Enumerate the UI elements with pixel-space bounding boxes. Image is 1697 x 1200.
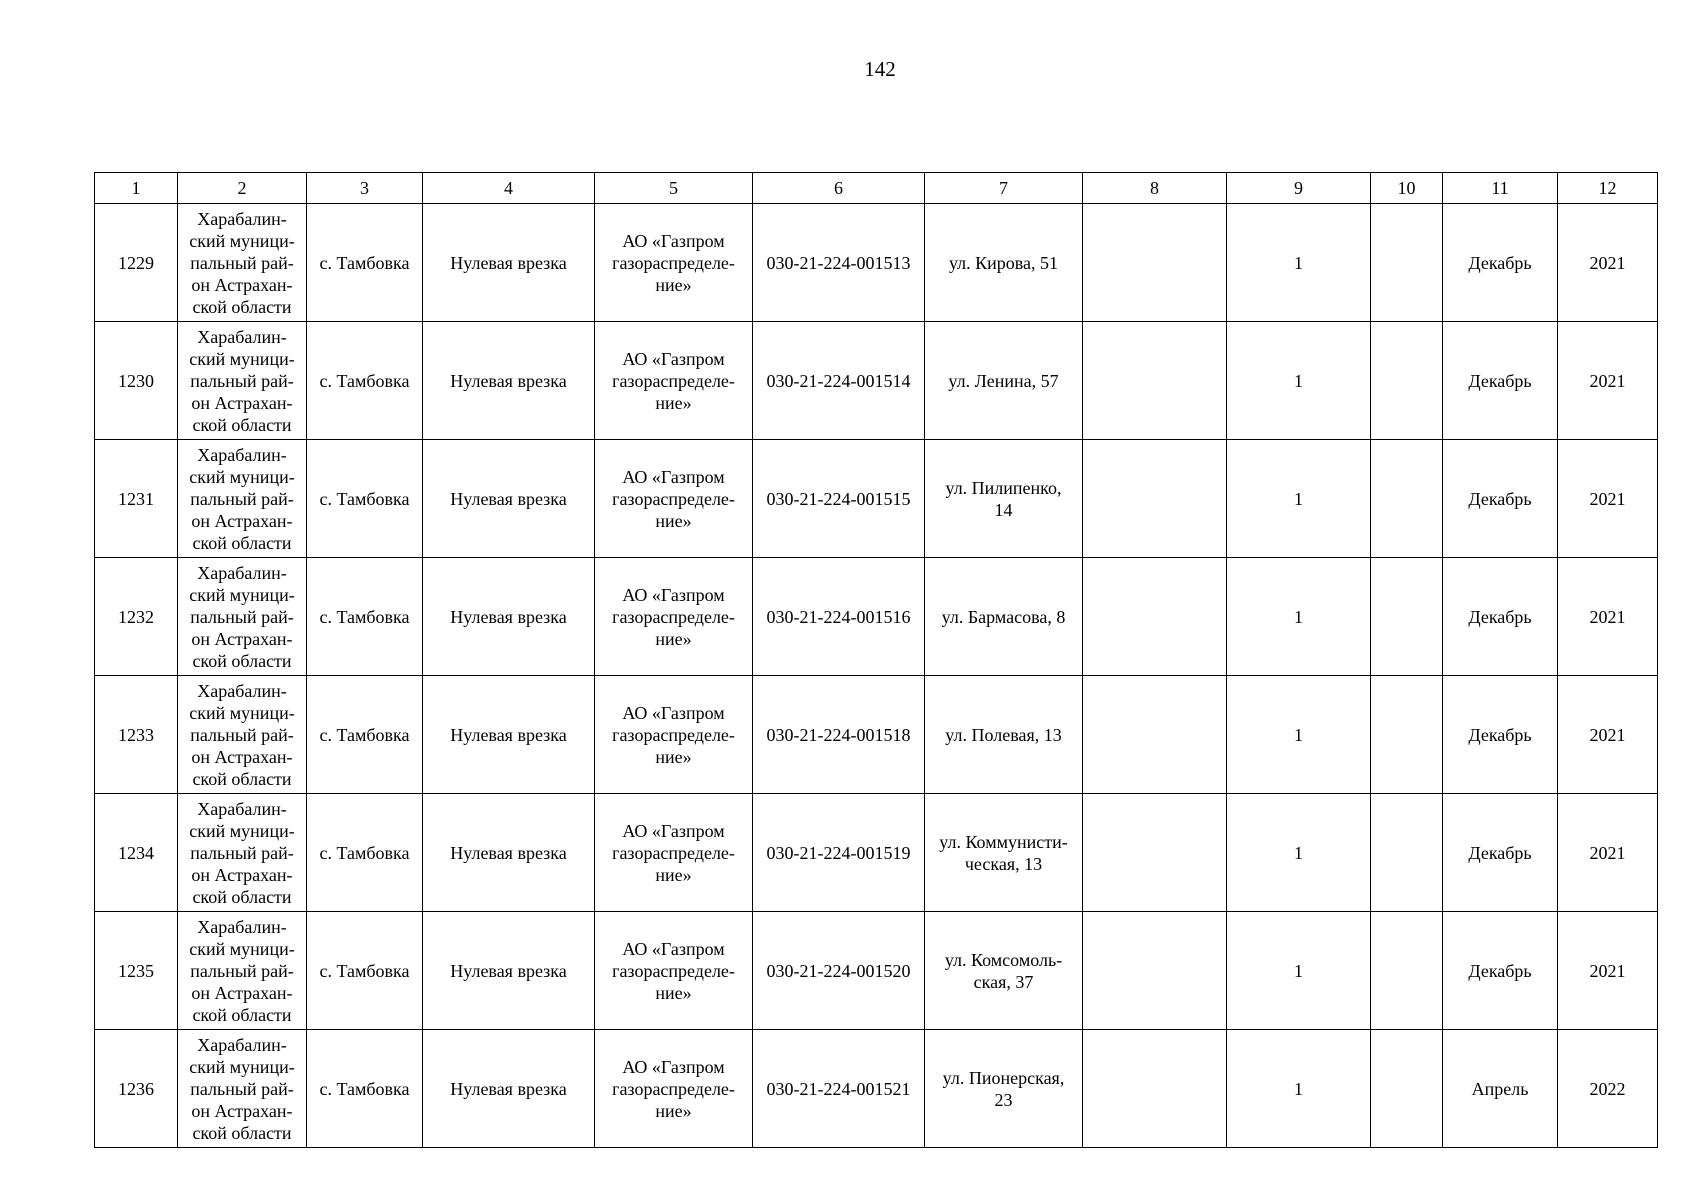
row-number-cell: 1233 [95, 676, 178, 794]
column-8-cell [1083, 676, 1227, 794]
organization-cell-line: газораспределе- [612, 1078, 735, 1099]
object-code-cell: 030-21-224-001514 [753, 322, 925, 440]
locality-cell: с. Тамбовка [307, 322, 423, 440]
address-cell-line: ул. Комсомоль- [944, 949, 1063, 970]
district-cell-line: он Астрахан- [191, 274, 293, 295]
district-cell [178, 794, 307, 912]
work-type-cell: Нулевая врезка [423, 1030, 595, 1148]
column-10-cell [1371, 794, 1443, 912]
year-cell: 2021 [1558, 912, 1658, 1030]
district-cell [178, 322, 307, 440]
organization-cell-line: газораспределе- [612, 606, 735, 627]
table-row [95, 794, 1658, 912]
district-cell-line: он Астрахан- [191, 864, 293, 885]
work-type-cell: Нулевая врезка [423, 322, 595, 440]
table-row [95, 912, 1658, 1030]
object-code-cell: 030-21-224-001515 [753, 440, 925, 558]
address-cell-line: ская, 37 [973, 971, 1034, 992]
table-row [95, 558, 1658, 676]
district-cell-line: ской области [192, 886, 292, 907]
locality-cell: с. Тамбовка [307, 676, 423, 794]
locality-cell: с. Тамбовка [307, 1030, 423, 1148]
address-cell [925, 912, 1083, 1030]
address-cell-line: ул. Пилипенко, [945, 477, 1062, 498]
object-code-cell: 030-21-224-001520 [753, 912, 925, 1030]
work-type-cell: Нулевая врезка [423, 440, 595, 558]
district-cell-line: ской области [192, 1004, 292, 1025]
column-8-cell [1083, 1030, 1227, 1148]
column-10-cell [1371, 676, 1443, 794]
object-code-cell: 030-21-224-001518 [753, 676, 925, 794]
address-cell-line: ческая, 13 [964, 853, 1043, 874]
month-cell: Декабрь [1443, 912, 1558, 1030]
row-number-cell: 1234 [95, 794, 178, 912]
quantity-cell: 1 [1227, 204, 1371, 322]
organization-cell-line: ние» [655, 864, 692, 885]
district-cell-line: пальный рай- [190, 252, 294, 273]
organization-cell-line: ние» [655, 274, 692, 295]
locality-cell: с. Тамбовка [307, 912, 423, 1030]
address-cell-line: 23 [994, 1089, 1013, 1110]
district-cell-line: Харабалин- [197, 1034, 287, 1055]
district-cell-line: пальный рай- [190, 842, 294, 863]
district-cell [178, 1030, 307, 1148]
district-cell-line: Харабалин- [197, 916, 287, 937]
column-8-cell [1083, 558, 1227, 676]
year-cell: 2021 [1558, 204, 1658, 322]
organization-cell-line: ние» [655, 628, 692, 649]
district-cell [178, 676, 307, 794]
locality-cell: с. Тамбовка [307, 204, 423, 322]
organization-cell-line: газораспределе- [612, 488, 735, 509]
work-type-cell: Нулевая врезка [423, 912, 595, 1030]
organization-cell [595, 1030, 753, 1148]
object-code-cell: 030-21-224-001519 [753, 794, 925, 912]
district-cell [178, 440, 307, 558]
row-number-cell: 1232 [95, 558, 178, 676]
address-cell-line: ул. Коммунисти- [939, 831, 1068, 852]
district-cell-line: Харабалин- [197, 798, 287, 819]
quantity-cell: 1 [1227, 322, 1371, 440]
address-cell [925, 794, 1083, 912]
column-10-cell [1371, 204, 1443, 322]
column-10-cell [1371, 440, 1443, 558]
row-number-cell: 1231 [95, 440, 178, 558]
district-cell-line: ской области [192, 532, 292, 553]
column-8-cell [1083, 204, 1227, 322]
column-header: 12 [1558, 173, 1658, 204]
quantity-cell: 1 [1227, 676, 1371, 794]
locality-cell: с. Тамбовка [307, 440, 423, 558]
district-cell-line: ский муници- [189, 584, 295, 605]
organization-cell [595, 794, 753, 912]
month-cell: Апрель [1443, 1030, 1558, 1148]
district-cell-line: пальный рай- [190, 488, 294, 509]
address-cell-line: ул. Кирова, 51 [948, 252, 1059, 273]
column-10-cell [1371, 912, 1443, 1030]
year-cell: 2021 [1558, 676, 1658, 794]
column-8-cell [1083, 322, 1227, 440]
organization-cell [595, 204, 753, 322]
table-body [95, 204, 1658, 1148]
column-10-cell [1371, 1030, 1443, 1148]
column-header: 1 [95, 173, 178, 204]
district-cell-line: Харабалин- [197, 444, 287, 465]
column-8-cell [1083, 912, 1227, 1030]
organization-cell-line: газораспределе- [612, 842, 735, 863]
address-cell [925, 1030, 1083, 1148]
table-row [95, 676, 1658, 794]
district-cell-line: он Астрахан- [191, 982, 293, 1003]
quantity-cell: 1 [1227, 912, 1371, 1030]
quantity-cell: 1 [1227, 1030, 1371, 1148]
column-header: 11 [1443, 173, 1558, 204]
district-cell-line: ский муници- [189, 702, 295, 723]
district-cell-line: ской области [192, 1122, 292, 1143]
address-cell-line: 14 [994, 499, 1013, 520]
organization-cell-line: газораспределе- [612, 724, 735, 745]
column-header: 5 [595, 173, 753, 204]
organization-cell-line: газораспределе- [612, 960, 735, 981]
column-header: 7 [925, 173, 1083, 204]
organization-cell-line: ние» [655, 746, 692, 767]
row-number-cell: 1235 [95, 912, 178, 1030]
header-row [95, 173, 1658, 204]
page-number: 142 [864, 57, 896, 81]
year-cell: 2021 [1558, 322, 1658, 440]
address-cell [925, 322, 1083, 440]
organization-cell-line: газораспределе- [612, 370, 735, 391]
address-cell-line: ул. Бармасова, 8 [941, 606, 1066, 627]
organization-cell [595, 676, 753, 794]
month-cell: Декабрь [1443, 558, 1558, 676]
organization-cell-line: АО «Газпром [622, 938, 725, 959]
month-cell: Декабрь [1443, 794, 1558, 912]
organization-cell-line: АО «Газпром [622, 820, 725, 841]
address-cell-line: ул. Полевая, 13 [945, 724, 1062, 745]
district-cell-line: ский муници- [189, 938, 295, 959]
year-cell: 2021 [1558, 440, 1658, 558]
district-cell-line: пальный рай- [190, 370, 294, 391]
address-cell [925, 440, 1083, 558]
district-cell-line: пальный рай- [190, 724, 294, 745]
district-cell-line: ской области [192, 414, 292, 435]
district-cell-line: он Астрахан- [191, 746, 293, 767]
column-header: 4 [423, 173, 595, 204]
district-cell-line: он Астрахан- [191, 392, 293, 413]
district-cell-line: ский муници- [189, 348, 295, 369]
organization-cell [595, 440, 753, 558]
year-cell: 2021 [1558, 794, 1658, 912]
district-cell [178, 558, 307, 676]
column-header: 2 [178, 173, 307, 204]
organization-cell-line: АО «Газпром [622, 466, 725, 487]
district-cell-line: Харабалин- [197, 208, 287, 229]
district-cell [178, 204, 307, 322]
organization-cell-line: ние» [655, 392, 692, 413]
district-cell-line: Харабалин- [197, 326, 287, 347]
address-cell [925, 204, 1083, 322]
quantity-cell: 1 [1227, 440, 1371, 558]
organization-cell-line: АО «Газпром [622, 230, 725, 251]
district-cell-line: ской области [192, 296, 292, 317]
quantity-cell: 1 [1227, 794, 1371, 912]
district-cell [178, 912, 307, 1030]
object-code-cell: 030-21-224-001516 [753, 558, 925, 676]
column-header: 3 [307, 173, 423, 204]
address-cell [925, 676, 1083, 794]
district-cell-line: ский муници- [189, 466, 295, 487]
year-cell: 2022 [1558, 1030, 1658, 1148]
row-number-cell: 1229 [95, 204, 178, 322]
month-cell: Декабрь [1443, 676, 1558, 794]
column-8-cell [1083, 794, 1227, 912]
data-table [94, 172, 1658, 1148]
district-cell-line: пальный рай- [190, 1078, 294, 1099]
table-row [95, 1030, 1658, 1148]
month-cell: Декабрь [1443, 440, 1558, 558]
organization-cell [595, 912, 753, 1030]
district-cell-line: он Астрахан- [191, 628, 293, 649]
district-cell-line: ской области [192, 768, 292, 789]
district-cell-line: Харабалин- [197, 680, 287, 701]
address-cell [925, 558, 1083, 676]
organization-cell [595, 558, 753, 676]
row-number-cell: 1230 [95, 322, 178, 440]
work-type-cell: Нулевая врезка [423, 558, 595, 676]
locality-cell: с. Тамбовка [307, 794, 423, 912]
district-cell-line: ской области [192, 650, 292, 671]
table-row [95, 322, 1658, 440]
organization-cell-line: газораспределе- [612, 252, 735, 273]
column-8-cell [1083, 440, 1227, 558]
organization-cell-line: АО «Газпром [622, 584, 725, 605]
organization-cell-line: ние» [655, 510, 692, 531]
column-10-cell [1371, 558, 1443, 676]
organization-cell-line: АО «Газпром [622, 348, 725, 369]
work-type-cell: Нулевая врезка [423, 676, 595, 794]
organization-cell-line: АО «Газпром [622, 1056, 725, 1077]
address-cell-line: ул. Пионерская, [942, 1067, 1065, 1088]
organization-cell [595, 322, 753, 440]
column-header: 6 [753, 173, 925, 204]
district-cell-line: он Астрахан- [191, 510, 293, 531]
column-header: 8 [1083, 173, 1227, 204]
district-cell-line: Харабалин- [197, 562, 287, 583]
district-cell-line: пальный рай- [190, 606, 294, 627]
work-type-cell: Нулевая врезка [423, 204, 595, 322]
locality-cell: с. Тамбовка [307, 558, 423, 676]
table-row [95, 204, 1658, 322]
quantity-cell: 1 [1227, 558, 1371, 676]
row-number-cell: 1236 [95, 1030, 178, 1148]
object-code-cell: 030-21-224-001513 [753, 204, 925, 322]
column-header: 9 [1227, 173, 1371, 204]
column-header: 10 [1371, 173, 1443, 204]
address-cell-line: ул. Ленина, 57 [948, 370, 1059, 391]
object-code-cell: 030-21-224-001521 [753, 1030, 925, 1148]
month-cell: Декабрь [1443, 322, 1558, 440]
district-cell-line: ский муници- [189, 1056, 295, 1077]
work-type-cell: Нулевая врезка [423, 794, 595, 912]
organization-cell-line: ние» [655, 982, 692, 1003]
column-10-cell [1371, 322, 1443, 440]
organization-cell-line: АО «Газпром [622, 702, 725, 723]
organization-cell-line: ние» [655, 1100, 692, 1121]
year-cell: 2021 [1558, 558, 1658, 676]
district-cell-line: ский муници- [189, 230, 295, 251]
district-cell-line: он Астрахан- [191, 1100, 293, 1121]
district-cell-line: ский муници- [189, 820, 295, 841]
district-cell-line: пальный рай- [190, 960, 294, 981]
table-row [95, 440, 1658, 558]
month-cell: Декабрь [1443, 204, 1558, 322]
